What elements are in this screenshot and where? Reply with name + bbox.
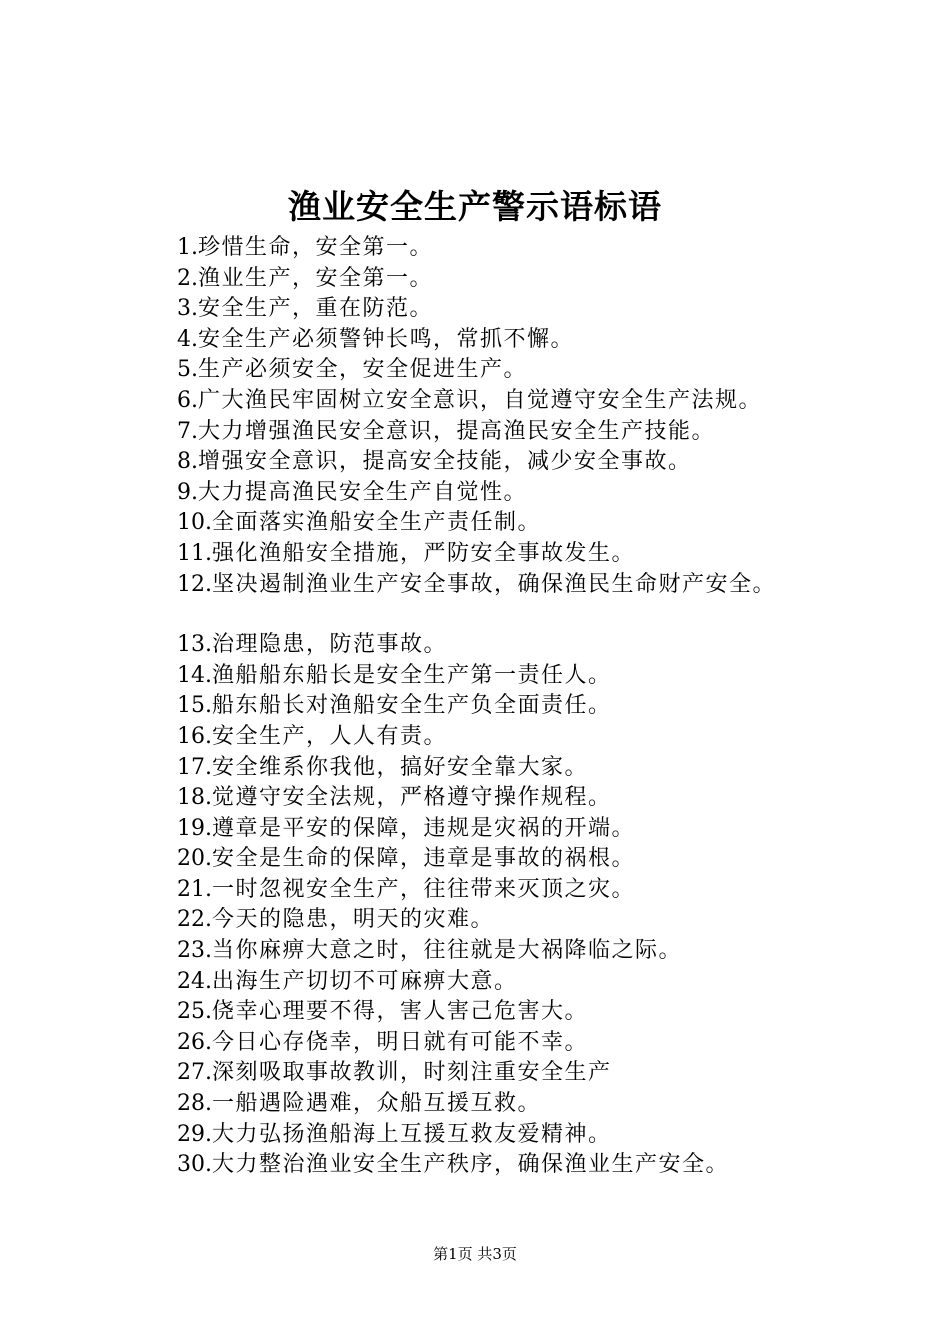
list-item	[177, 753, 917, 784]
list-item	[177, 386, 917, 417]
item-number: 10.	[177, 510, 212, 536]
item-text: 遵章是平安的保障，违规是灾祸的开端。	[212, 815, 636, 841]
item-text: 大力提高渔民安全生产自觉性。	[198, 479, 528, 505]
item-text: 今天的隐患，明天的灾难。	[212, 907, 495, 933]
item-text: 出海生产切切不可麻痹大意。	[212, 968, 518, 994]
item-number: 17.	[177, 754, 212, 780]
list-item	[177, 447, 917, 478]
item-number: 4.	[177, 326, 198, 352]
item-text: 全面落实渔船安全生产责任制。	[212, 510, 542, 536]
item-number: 21.	[177, 876, 212, 902]
item-text: 深刻吸取事故教训，时刻注重安全生产	[212, 1060, 612, 1086]
list-item	[177, 967, 917, 998]
item-text: 大力弘扬渔船海上互援互救友爱精神。	[212, 1121, 612, 1147]
item-number: 18.	[177, 785, 212, 811]
list-item	[177, 1120, 917, 1151]
list-item	[177, 997, 917, 1028]
paragraph-gap	[177, 600, 917, 630]
list-item	[177, 478, 917, 509]
item-text: 大力增强渔民安全意识，提高渔民安全生产技能。	[198, 418, 716, 444]
item-text: 广大渔民牢固树立安全意识，自觉遵守安全生产法规。	[198, 387, 763, 413]
item-number: 12.	[177, 571, 212, 597]
slogan-list	[177, 233, 917, 1181]
item-text: 渔业生产，安全第一。	[198, 265, 434, 291]
item-number: 11.	[177, 540, 212, 566]
list-item	[177, 844, 917, 875]
item-number: 22.	[177, 907, 212, 933]
item-text: 增强安全意识，提高安全技能，减少安全事故。	[198, 449, 692, 475]
list-item	[177, 1028, 917, 1059]
list-item	[177, 936, 917, 967]
item-text: 生产必须安全，安全促进生产。	[198, 357, 528, 383]
list-item	[177, 691, 917, 722]
item-text: 安全生产必须警钟长鸣，常抓不懈。	[198, 326, 575, 352]
list-item	[177, 417, 917, 448]
item-number: 2.	[177, 265, 198, 291]
list-item	[177, 1089, 917, 1120]
item-text: 一时忽视安全生产，往往带来灭顶之灾。	[212, 876, 636, 902]
item-number: 8.	[177, 449, 198, 475]
item-text: 渔船船东船长是安全生产第一责任人。	[212, 662, 612, 688]
item-text: 当你麻痹大意之时，往往就是大祸降临之际。	[212, 938, 683, 964]
list-item	[177, 539, 917, 570]
list-item	[177, 325, 917, 356]
item-number: 7.	[177, 418, 198, 444]
item-number: 16.	[177, 723, 212, 749]
item-number: 30.	[177, 1152, 212, 1178]
item-number: 3.	[177, 296, 198, 322]
list-item	[177, 783, 917, 814]
page-footer: 第1页 共3页	[433, 1245, 517, 1263]
item-number: 14.	[177, 662, 212, 688]
item-number: 15.	[177, 693, 212, 719]
item-text: 强化渔船安全措施，严防安全事故发生。	[212, 540, 636, 566]
list-item	[177, 570, 917, 601]
page-title: 渔业安全生产警示语标语	[288, 187, 662, 226]
list-item	[177, 661, 917, 692]
list-item	[177, 1150, 917, 1181]
item-text: 安全生产，重在防范。	[198, 296, 434, 322]
item-number: 19.	[177, 815, 212, 841]
list-item	[177, 722, 917, 753]
list-item	[177, 294, 917, 325]
list-item	[177, 814, 917, 845]
list-item	[177, 233, 917, 264]
item-text: 安全生产，人人有责。	[212, 723, 448, 749]
list-item	[177, 875, 917, 906]
item-text: 安全是生命的保障，违章是事故的祸根。	[212, 846, 636, 872]
item-number: 5.	[177, 357, 198, 383]
item-number: 13.	[177, 632, 212, 658]
item-text: 一船遇险遇难，众船互援互救。	[212, 1091, 542, 1117]
item-text: 今日心存侥幸，明日就有可能不幸。	[212, 1029, 589, 1055]
list-item	[177, 1058, 917, 1089]
list-item	[177, 905, 917, 936]
item-number: 9.	[177, 479, 198, 505]
item-number: 24.	[177, 968, 212, 994]
item-text: 治理隐患，防范事故。	[212, 632, 448, 658]
item-text: 珍惜生命，安全第一。	[198, 235, 434, 260]
item-number: 26.	[177, 1029, 212, 1055]
item-number: 1.	[177, 235, 198, 260]
item-number: 23.	[177, 938, 212, 964]
item-number: 6.	[177, 387, 198, 413]
list-item	[177, 355, 917, 386]
item-number: 20.	[177, 846, 212, 872]
item-text: 安全维系你我他，搞好安全靠大家。	[212, 754, 589, 780]
item-text: 大力整治渔业安全生产秩序，确保渔业生产安全。	[212, 1152, 730, 1178]
item-text: 船东船长对渔船安全生产负全面责任。	[212, 693, 612, 719]
item-number: 28.	[177, 1091, 212, 1117]
item-text: 觉遵守安全法规，严格遵守操作规程。	[212, 785, 612, 811]
item-number: 25.	[177, 999, 212, 1025]
list-item	[177, 508, 917, 539]
item-text: 侥幸心理要不得，害人害己危害大。	[212, 999, 589, 1025]
item-text: 坚决遏制渔业生产安全事故，确保渔民生命财产安全。	[212, 571, 777, 597]
list-item	[177, 264, 917, 295]
item-number: 29.	[177, 1121, 212, 1147]
item-number: 27.	[177, 1060, 212, 1086]
list-item	[177, 630, 917, 661]
